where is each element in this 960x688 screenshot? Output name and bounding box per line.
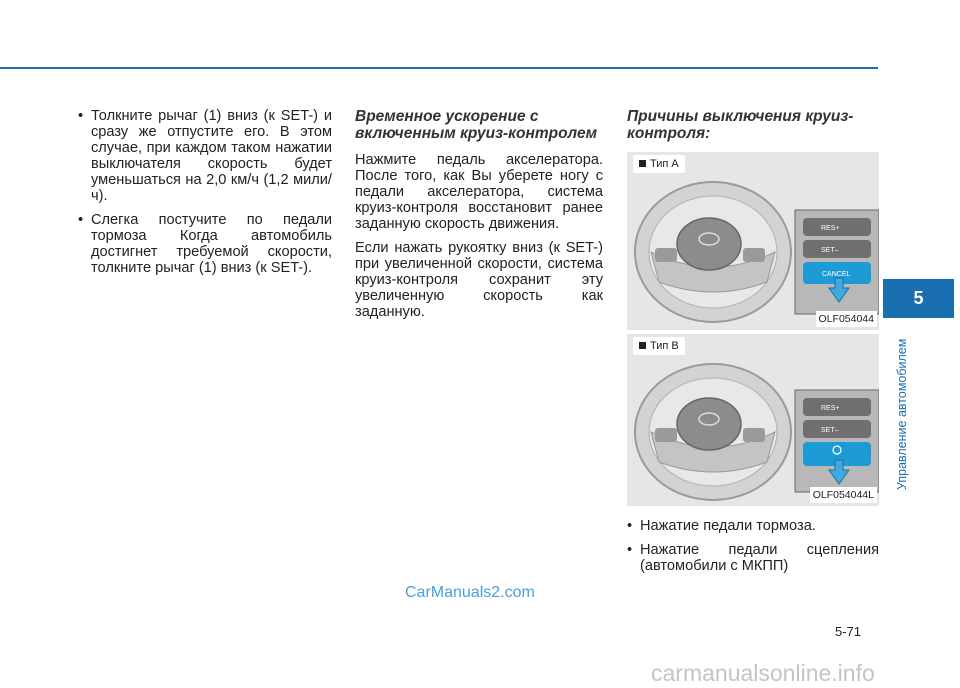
chapter-tab[interactable]: 5 xyxy=(883,279,954,318)
bullet-item: • Толкните рычаг (1) вниз (к SET-) и сразу же отпустите его. В этом случае, при каждом таком нажатии выключателя скорость будет уменьшаться на 2,0 км/ч (1,2 мили/ч). xyxy=(78,108,332,204)
cancel-button-label: CANCEL xyxy=(822,271,851,278)
column-left xyxy=(78,108,332,284)
figure-label-type-b: Тип B xyxy=(633,337,685,355)
square-bullet-icon xyxy=(639,160,646,167)
watermark-carmanualsonline: carmanualsonline.info xyxy=(651,660,875,686)
figure-label-type-a: Тип A xyxy=(633,155,685,173)
bullet-item: • Нажатие педали тормоза. xyxy=(627,518,879,534)
section-heading-acceleration: Временное ускорение с включенным круиз-контролем xyxy=(355,108,598,142)
bullet-item: • Нажатие педали сцепления (автомобили с МКПП) xyxy=(627,542,879,574)
square-bullet-icon xyxy=(639,342,646,349)
top-rule xyxy=(0,67,878,69)
section-heading-cancel-reasons: Причины выключения круиз-контроля: xyxy=(627,108,854,142)
bullet-list-left xyxy=(78,108,332,276)
figure-code-a: OLF054044 xyxy=(816,311,877,327)
paragraph: Нажмите педаль акселератора. После того, как Вы уберете ногу с педали акселератора, система круиз-контроля восстановит ранее заданную скорость движения. xyxy=(355,152,603,232)
paragraph: Если нажать рукоятку вниз (к SET-) при увеличенной скорости, система круиз-контроля сохранит эту увеличенную скорость как заданную. xyxy=(355,240,603,320)
page-number: 5-71 xyxy=(835,624,862,639)
set-button-label: SET– xyxy=(821,247,839,254)
bullet-list-right xyxy=(627,518,879,574)
chapter-title: Управление автомобилем xyxy=(895,338,909,490)
steering-wheel-illustration-a xyxy=(627,152,879,330)
res-button-label: RES+ xyxy=(821,225,840,232)
column-middle xyxy=(355,108,603,328)
res-button-label: RES+ xyxy=(821,405,840,412)
figure-type-a xyxy=(627,152,879,330)
watermark-carmanuals2[interactable]: CarManuals2.com xyxy=(405,584,535,601)
steering-wheel-illustration-b xyxy=(627,334,879,506)
figure-type-b xyxy=(627,334,879,506)
set-button-label: SET– xyxy=(821,427,839,434)
column-right xyxy=(627,108,879,582)
figure-code-b: OLF054044L xyxy=(810,487,877,503)
bullet-item: • Слегка постучите по педали тормоза Когда автомобиль достигнет требуемой скорости, толкните рычаг (1) вниз (к SET-). xyxy=(78,212,332,276)
